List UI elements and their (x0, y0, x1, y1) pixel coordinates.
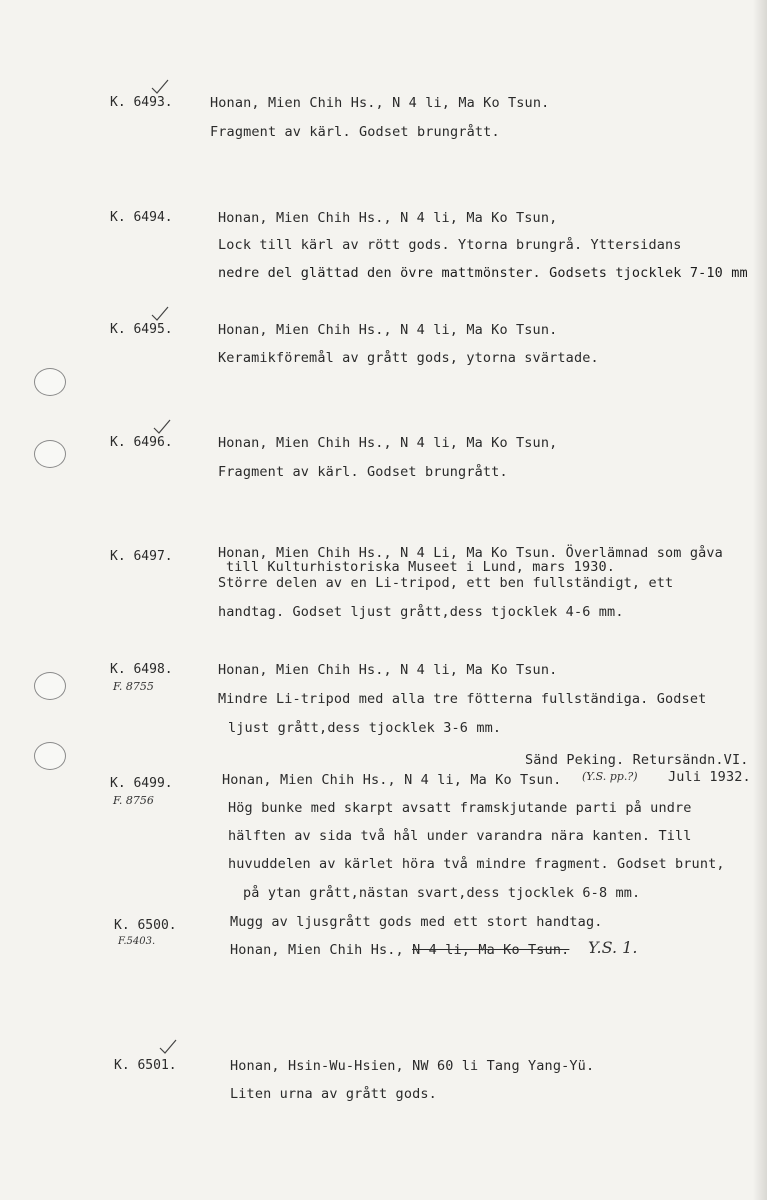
entry-line: Honan, Hsin-Wu-Hsien, NW 60 li Tang Yang-Yü. (230, 1058, 595, 1074)
entry-line: Mindre Li-tripod med alla tre fötterna fullständiga. Godset (218, 691, 707, 707)
entry-line: Hög bunke med skarpt avsatt framskjutande parti på undre (228, 800, 692, 816)
handwritten-ref: F. 8755 (113, 680, 154, 693)
entry-line: hälften av sida två hål under varandra nära kanten. Till (228, 828, 692, 844)
binder-hole (34, 440, 66, 468)
catalog-number: K. 6499. (110, 776, 173, 791)
catalog-number: K. 6501. (114, 1058, 177, 1073)
entry-line: nedre del glättad den övre mattmönster. Godsets tjocklek 7-10 mm (218, 265, 748, 281)
catalog-number: K. 6493. (110, 95, 173, 110)
entry-line: Liten urna av grått gods. (230, 1086, 437, 1102)
handwritten-note: Y.S. 1. (588, 938, 638, 957)
entry-line: Honan, Mien Chih Hs., N 4 li, Ma Ko Tsun. (230, 942, 570, 958)
catalog-number: K. 6497. (110, 549, 173, 564)
entry-line: Honan, Mien Chih Hs., N 4 Li, Ma Ko Tsun. Överlämnad som gåva (218, 545, 723, 561)
entry-line: Mugg av ljusgrått gods med ett stort handtag. (230, 914, 603, 930)
entry-line: Honan, Mien Chih Hs., N 4 li, Ma Ko Tsun, (218, 210, 558, 226)
entry-line: Fragment av kärl. Godset brungrått. (218, 464, 508, 480)
page-edge (753, 0, 767, 1200)
binder-hole (34, 368, 66, 396)
dispatch-date: Juli 1932. (668, 769, 751, 785)
checkmark-icon (158, 1038, 178, 1056)
checkmark-icon (150, 305, 170, 323)
handwritten-ref: F. 8756 (113, 794, 154, 807)
entry-line: Honan, Mien Chih Hs., N 4 li, Ma Ko Tsun, (218, 435, 558, 451)
entry-line: Honan, Mien Chih Hs., N 4 li, Ma Ko Tsun. (210, 95, 550, 111)
binder-hole (34, 742, 66, 770)
checkmark-icon (152, 418, 172, 436)
entry-line: Honan, Mien Chih Hs., N 4 li, Ma Ko Tsun. (218, 322, 558, 338)
entry-line: Större delen av en Li-tripod, ett ben fullständigt, ett (218, 575, 674, 591)
catalog-number: K. 6494. (110, 210, 173, 225)
entry-line: Keramikföremål av grått gods, ytorna svärtade. (218, 350, 599, 366)
entry-line: på ytan grått,nästan svart,dess tjocklek 6-8 mm. (243, 885, 641, 901)
catalog-number: K. 6496. (110, 435, 173, 450)
dispatch-note: Sänd Peking. Retursändn.VI. (525, 752, 749, 768)
entry-line: huvuddelen av kärlet höra två mindre fragment. Godset brunt, (228, 856, 725, 872)
entry-line: handtag. Godset ljust grått,dess tjocklek 4-6 mm. (218, 604, 624, 620)
handwritten-note: (Y.S. pp.?) (582, 770, 638, 783)
catalog-number: K. 6500. (114, 918, 177, 933)
catalog-number: K. 6498. (110, 662, 173, 677)
entry-line: Honan, Mien Chih Hs., N 4 li, Ma Ko Tsun. (218, 662, 558, 678)
struck-text: N 4 li, Ma Ko Tsun. (412, 942, 570, 958)
catalog-number: K. 6495. (110, 322, 173, 337)
binder-hole (34, 672, 66, 700)
entry-line: Honan, Mien Chih Hs., N 4 li, Ma Ko Tsun. (222, 772, 562, 788)
entry-line: Fragment av kärl. Godset brungrått. (210, 124, 500, 140)
entry-line: Lock till kärl av rött gods. Ytorna brungrå. Yttersidans (218, 237, 682, 253)
handwritten-ref: F.5403. (118, 936, 156, 947)
checkmark-icon (150, 78, 170, 96)
entry-line: ljust grått,dess tjocklek 3-6 mm. (228, 720, 502, 736)
entry-line: till Kulturhistoriska Museet i Lund, mars 1930. (226, 559, 616, 575)
